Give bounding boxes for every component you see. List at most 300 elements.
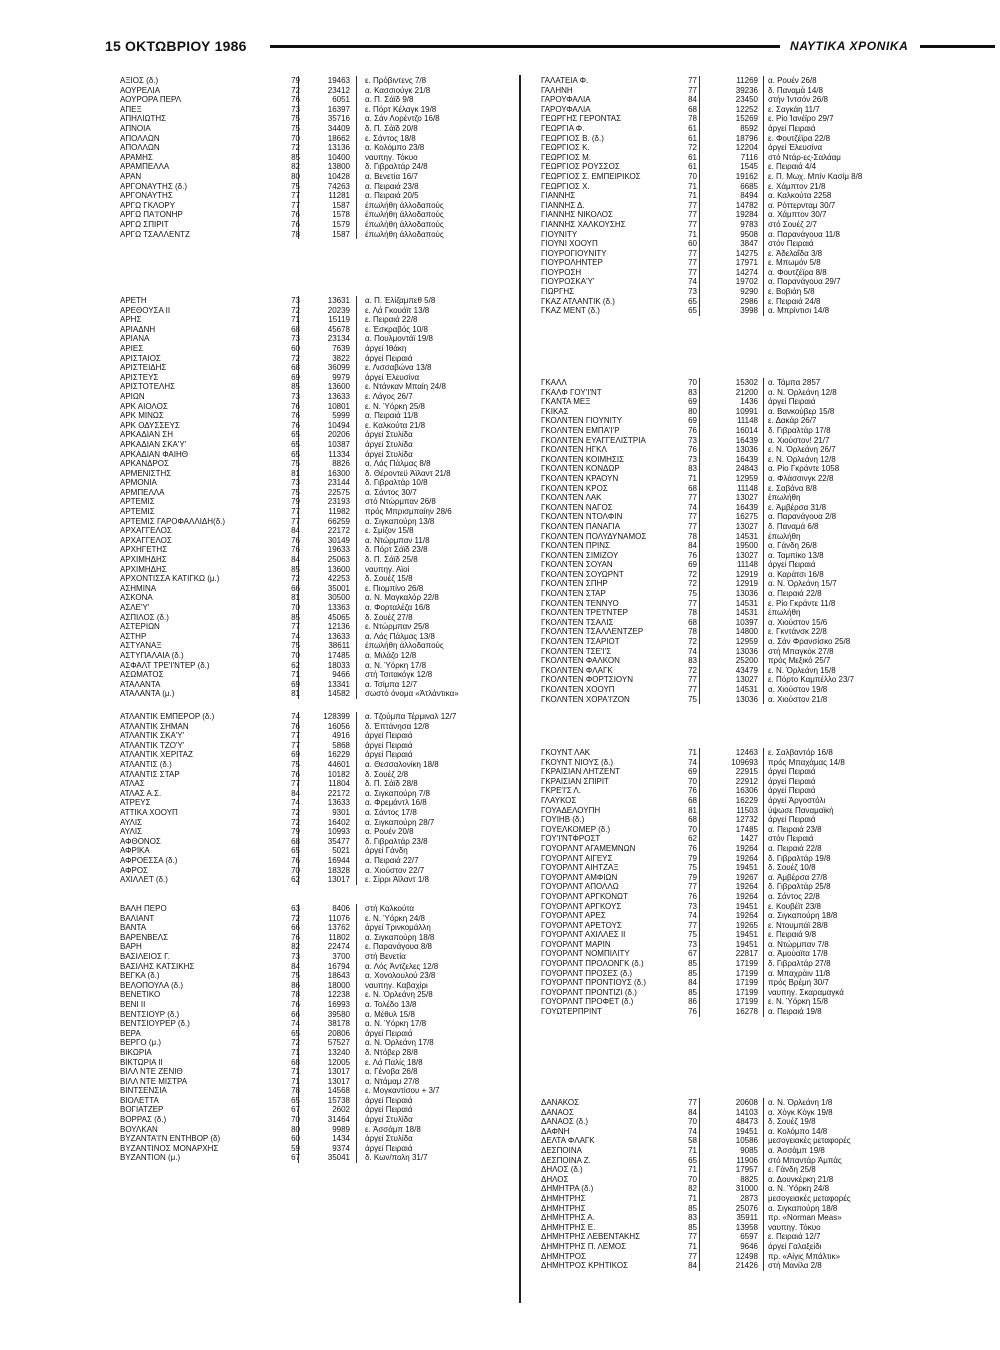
ship-name: ΔΗΜΗΤΡΗΣ Π. ΛΕΜΟΣ [541,1241,627,1251]
build-year: 71 [688,1145,697,1155]
tonnage: 19500 [735,541,758,551]
build-year: 61 [688,162,697,172]
table-row [120,565,530,575]
table-row [541,172,951,182]
build-year: 76 [291,95,300,105]
position: στό Ντάρ-ες-Σαλάαμ [768,152,841,162]
position: α. Χάμπτον 30/7 [768,210,827,220]
table-row [120,818,530,828]
ship-name: ΓΟΥΟΡΛΝΤ ΑΙΗΤΖΑΞ [541,863,619,873]
build-year: 79 [291,497,300,507]
tonnage: 22474 [327,942,350,952]
table-row [541,854,951,864]
build-year: 72 [291,143,300,153]
position: α. Ν. Ὑόρκη 17/8 [365,1019,427,1029]
table-row [120,1077,530,1087]
tonnage: 13631 [327,296,350,305]
tonnage: 3847 [740,239,758,249]
position: α. Τάμπα 2857 [768,378,821,387]
position: ε. Ν. Ὀρλεάνη 15/8 [768,665,836,675]
build-year: 82 [688,1184,697,1194]
build-year: 69 [291,372,300,382]
table-row [120,866,530,876]
ship-name: ΓΙΑΝΝΗΣ ΝΙΚΟΛΟΣ [541,210,613,220]
position: ε. Ρίο Ἰανέϊρο 29/7 [768,114,834,124]
ship-name: ΒΥΖΑΝΤΙΟΝ (μ.) [120,1153,181,1163]
build-year: 77 [688,258,697,268]
ship-name: ΔΑΝΑΟΣ (δ.) [541,1117,589,1127]
ship-name: ΓΙΟΥΡΟΓΙΟΥΝΙΤΥ [541,248,607,258]
ship-name: ΓΙΟΥΡΟΣΚΑ'Υ' [541,277,595,287]
build-year: 76 [291,721,300,731]
ship-name: ΒΑΡΕΝΒΕΛΣ [120,932,169,942]
table-row [541,378,951,388]
table-row [541,455,951,465]
build-year: 61 [688,133,697,143]
build-year: 85 [291,152,300,162]
table-row [120,1125,530,1135]
position: α. Φουτζέϊρα 8/8 [768,267,827,277]
ship-name: ΒΑΣΙΛΗΣ ΚΑΤΣΙΚΗΣ [120,961,195,971]
ship-name: ΑΣΩΜΑΤΟΣ [120,670,164,680]
ship-name: ΓΚΟΛΝΤΕΝ ΝΑΓΟΣ [541,502,613,512]
ship-name: ΔΗΜΗΤΡΟΣ [541,1251,586,1261]
tonnage: 5021 [332,846,350,856]
table-row [120,545,530,555]
tonnage: 11982 [328,507,350,517]
ship-name: ΓΚΑΖ ΑΤΛΑΝΤΙΚ (δ.) [541,296,615,306]
table-row [541,786,951,796]
ship-name: ΑΡΚ ΑΙΟΛΟΣ [120,401,168,411]
table-row [541,589,951,599]
build-year: 73 [291,104,300,114]
build-year: 73 [688,435,697,445]
build-year: 78 [291,990,300,1000]
position: α. Σιγκαπούρη 28/7 [365,817,435,827]
table-row [120,536,530,546]
table-row [541,493,951,503]
table-row [541,815,951,825]
table-row [120,760,530,770]
position: άργεί Γάνδη [365,846,408,856]
position: ε. Σίρρι Ἀϊλαντ 1/8 [365,875,429,885]
tonnage: 10182 [327,769,350,779]
build-year: 77 [688,685,697,694]
position: στή Τσιτακόγκ 12/8 [365,670,433,680]
ship-name: ΔΗΜΗΤΡΗΣ [541,1203,586,1213]
build-year: 72 [291,817,300,827]
build-year: 65 [291,449,300,459]
table-row [541,95,951,105]
tonnage: 74263 [327,181,350,191]
ship-name: ΑΡΙΑΝΑ [120,334,150,344]
position: ε. Ν. Ὑόρκη 24/8 [365,913,425,923]
build-year: 75 [688,863,697,873]
ship-name: ΑΡΙΑΔΝΗ [120,324,156,334]
position: α. Ἀμούαϊτα 17/8 [768,949,828,959]
position: δ. Σουέζ 10/8 [768,863,816,873]
build-year: 68 [688,795,697,805]
ship-name: ΓΙΑΝΝΗΣ ΧΑΛΚΟΥΣΗΣ [541,219,626,229]
position: ε. Σαλβαντόρ 16/8 [768,748,833,757]
ship-name: ΔΗΜΗΤΡΗΣ ΛΕΒΕΝΤΑΚΗΣ [541,1232,641,1242]
build-year: 71 [688,1193,697,1203]
build-year: 69 [688,397,697,407]
tonnage: 10993 [327,827,350,837]
table-row [120,741,530,751]
table-row [120,105,530,115]
position: α. Πουλμοντάϊ 19/8 [365,334,433,344]
position: άργεί Πειραιά [365,731,413,741]
table-row [120,770,530,780]
position: α. Κασσιούγκ 21/8 [365,85,431,95]
position: α. Βανκούβερ 15/8 [768,406,835,416]
tonnage: 4916 [332,731,350,741]
build-year: 67 [291,1153,300,1163]
position: δ. Γιβραλτάρ 24/8 [365,162,428,172]
position: α. Λάς Πάλμας 8/8 [365,459,431,469]
tonnage: 8592 [740,123,758,133]
build-year: 72 [291,807,300,817]
tonnage: 14568 [327,1086,350,1096]
ship-name: ΔΗΛΟΣ (δ.) [541,1165,583,1175]
ship-name: ΓΚΡΑΙΣΙΑΝ ΣΠΙΡΙΤ [541,776,609,786]
ship-name: ΑΠΝΟΙΑ [120,123,151,133]
build-year: 81 [688,805,697,815]
ship-name: ΓΚΑΝΤΑ ΜΕΞ [541,397,591,407]
position: α. Ντώρμπαν 7/8 [768,939,829,949]
ship-name: ΒΥΖΑΝΤΙΝΟΣ ΜΟΝΑΡΧΗΣ [120,1143,219,1153]
tonnage: 19451 [735,1126,758,1136]
position: στή Μανίλα 2/8 [768,1261,822,1271]
ship-name: ΓΙΟΥΝΙΤΥ [541,229,578,239]
tonnage: 25076 [735,1203,758,1213]
table-row [120,914,530,924]
tonnage: 8406 [332,904,350,913]
position: στή Μπαγκόκ 27/8 [768,646,834,656]
table-row [120,1067,530,1077]
ship-name: ΑΣΤΗΡ [120,631,147,641]
build-year: 72 [291,1038,300,1048]
position: στήν Ἰντσόν 26/8 [768,95,828,105]
ship-name: ΑΡΤΕΜΙΣ [120,497,155,507]
table-row [120,392,530,402]
tonnage: 8494 [740,191,758,201]
ship-name: ΑΡΓΟΝΑΥΤΗΣ [120,191,173,201]
tonnage: 23450 [735,95,758,105]
table-row [541,162,951,172]
table-row [120,990,530,1000]
build-year: 75 [291,459,300,469]
build-year: 75 [291,181,300,191]
tonnage: 1587 [332,200,350,210]
tonnage: 7116 [740,152,758,162]
table-row [541,512,951,522]
ship-list-block [541,748,951,1017]
build-year: 65 [291,439,300,449]
ship-name: ΓΚΟΛΝΤΕΝ ΦΑΛΚΟΝ [541,656,620,666]
build-year: 77 [291,740,300,750]
table-row [120,488,530,498]
build-year: 68 [688,617,697,627]
position: α. Ἀσσάμπ 19/8 [768,1145,825,1155]
tonnage: 9989 [332,1124,350,1134]
ship-name: ΓΚΟΛΝΤΕΝ ΕΥΑΓΓΕΛΙΣΤΡΙΑ [541,435,646,445]
build-year: 77 [688,1251,697,1261]
position: α. Χιούστον 19/8 [768,685,828,694]
ship-name: ΒΥΖΑΝΤΑ'Ι'Ν ΕΝΤΗΒΟΡ (δ) [120,1134,221,1144]
position: στό Ντώρμπαν 26/8 [365,497,436,507]
ship-name: ΓΚΟΛΝΤΕΝ ΚΡΟΣ [541,483,608,493]
position: α. Παρανάγουα 11/8 [768,229,840,239]
table-row [541,426,951,436]
tonnage: 18033 [327,660,350,670]
build-year: 72 [688,579,697,589]
magazine-title: ΝΑΥΤΙΚΑ ΧΡΟΝΙΚΑ [790,39,909,53]
table-row [541,1204,951,1214]
ship-name: ΑΥΛΙΣ [120,827,142,837]
position: ε. Πειραιά 22/8 [365,315,418,325]
table-row [541,656,951,666]
ship-name: ΒΙΚΤΩΡΙΑ ΙΙ [120,1057,163,1067]
ship-name: ΓΚΟΛΝΤΕΝ ΝΤΟΛΦΙΝ [541,512,623,522]
ship-name: ΑΡΓΟΝΑΥΤΗΣ (δ.) [120,181,187,191]
tonnage: 9979 [332,372,350,382]
build-year: 69 [688,767,697,777]
build-year: 71 [291,1067,300,1077]
tonnage: 13600 [327,382,350,392]
ship-name: ΑΡΧΗΓΕΤΗΣ [120,545,168,555]
ship-name: ΓΙΑΝΝΗΣ Δ. [541,200,585,210]
table-row [120,430,530,440]
ship-name: ΑΡΙΕΣ [120,343,144,353]
position: α. Ρουέν 26/8 [768,76,817,85]
position: ε. Ντώρμπαν 25/8 [365,622,430,632]
position: α. Φρεμάντλ 16/8 [365,798,427,808]
build-year: 76 [291,999,300,1009]
tonnage: 19702 [735,277,758,287]
table-row [541,1156,951,1166]
table-row [541,579,951,589]
position: σωστό όνομα «Ἀτλάντικα» [365,689,459,699]
ship-name: ΑΤΤΙΚΑ ΧΟΟΥΠ [120,807,178,817]
table-row [120,325,530,335]
table-row [541,647,951,657]
ship-name: ΑΦΡΙΚΑ [120,846,150,856]
build-year: 84 [688,978,697,988]
build-year: 76 [688,843,697,853]
position: α. Φλάσσινγκ 22/8 [768,473,834,483]
table-row [541,1223,951,1233]
tonnage: 18000 [327,980,350,990]
position: μεσογειακές μεταφορές [768,1136,851,1146]
position: ε. Πειραιά 4/4 [768,162,817,172]
tonnage: 19162 [735,171,758,181]
position: έπωλήθη [768,493,801,503]
ship-list-block [120,296,530,699]
tonnage: 13600 [327,564,350,574]
tonnage: 16993 [327,999,350,1009]
build-year: 75 [291,641,300,651]
table-row [541,201,951,211]
ship-name: ΒΟΡΡΑΣ (δ.) [120,1115,167,1125]
build-year: 75 [291,114,300,124]
ship-name: ΓΚΟΛΝΤΕΝ ΤΕΝΝΥΟ [541,598,619,608]
tonnage: 109693 [731,757,758,767]
position: έπωλήθη [768,531,801,541]
build-year: 71 [688,191,697,201]
build-year: 72 [688,637,697,647]
ship-name: ΑΟΥΡΟΡΑ ΠΕΡΛ [120,95,182,105]
tonnage: 13036 [735,589,758,599]
build-year: 76 [688,1007,697,1017]
build-year: 75 [688,930,697,940]
position: α. Ν. Μαγκαλόρ 22/8 [365,593,439,603]
ship-name: ΑΤΑΛΑΝΤΑ (μ.) [120,689,175,699]
tonnage: 23412 [327,85,350,95]
table-row [120,191,530,201]
tonnage: 17199 [735,987,758,997]
tonnage: 6685 [740,181,758,191]
ship-name: ΑΠΗΛΙΩΤΗΣ [120,114,167,124]
ship-name: ΓΟΥΟΡΛΝΤ ΑΠΟΛΛΩ [541,882,619,892]
table-row [541,1007,951,1017]
ship-name: ΒΕΝΤΣΙΟΥΡΕΡ (δ.) [120,1019,190,1029]
build-year: 85 [688,959,697,969]
ship-name: ΑΣΤΥΑΝΑΞ [120,641,162,651]
table-row [541,873,951,883]
table-row [541,911,951,921]
build-year: 65 [688,296,697,306]
ship-name: ΓΕΩΡΓΙΟΣ Β. (δ.) [541,133,604,143]
tonnage: 38178 [327,1019,350,1029]
build-year: 79 [688,853,697,863]
table-row [541,397,951,407]
build-year: 70 [291,1115,300,1125]
tonnage: 10387 [327,439,350,449]
table-row [120,750,530,760]
table-row [541,210,951,220]
table-row [120,134,530,144]
tonnage: 1434 [332,1134,350,1144]
build-year: 72 [688,665,697,675]
ship-name: ΑΡΑΜΠΕΛΛΑ [120,162,170,172]
build-year: 77 [688,219,697,229]
build-year: 74 [291,712,300,721]
table-row [120,1000,530,1010]
position: α. Μπαχράιν 11/8 [768,968,831,978]
build-year: 81 [291,468,300,478]
position: α. Ν. Ὀρλεάνη 17/8 [365,1038,434,1048]
table-row [120,230,530,240]
tonnage: 14782 [735,200,758,210]
tonnage: 2602 [332,1105,350,1115]
table-row [541,436,951,446]
position: α. Σιγκαπούρη 18/8 [768,1203,838,1213]
position: δ. Παναμά 14/8 [768,85,823,95]
build-year: 83 [688,464,697,474]
tonnage: 30149 [327,535,350,545]
table-row [120,613,530,623]
ship-name: ΑΡΜΕΝΙΣΤΗΣ [120,468,172,478]
tonnage: 17199 [735,997,758,1007]
tonnage: 20806 [327,1028,350,1038]
position: α. Σιγκαπούρη 18/8 [768,911,838,921]
ship-name: ΔΗΜΗΤΡΟΣ ΚΡΗΤΙΚΟΣ [541,1261,628,1271]
tonnage: 1427 [740,834,758,844]
tonnage: 18662 [327,133,350,143]
position: άργεί Πειραιά [768,397,816,407]
build-year: 76 [688,891,697,901]
position: άργεί Τρινκομάλλη [365,923,431,933]
tonnage: 12463 [735,748,758,757]
tonnage: 22817 [735,949,758,959]
table-row [120,86,530,96]
tonnage: 13027 [735,675,758,685]
tonnage: 16402 [327,817,350,827]
table-row [120,1010,530,1020]
tonnage: 13341 [327,679,350,689]
table-row [541,921,951,931]
ship-name: ΓΚΟΛΝΤΕΝ ΛΑΚ [541,493,602,503]
tonnage: 19265 [735,920,758,930]
table-row [541,1213,951,1223]
position: ε. Ρίο Γκράντε 11/8 [768,598,836,608]
build-year: 76 [688,786,697,796]
position: α. Παρανάγουα 2/8 [768,512,837,522]
position: πρός Μπρισμπαίην 28/6 [365,507,452,517]
table-row [120,722,530,732]
position: ε. Λά Παλίς 18/8 [365,1057,423,1067]
ship-name: ΓΟΥΟΡΛΝΤ ΑΙΓΕΥΣ [541,853,613,863]
build-year: 67 [291,1105,300,1115]
position: στή Βενετία [365,951,406,961]
build-year: 86 [688,997,697,1007]
ship-name: ΓΚΟΛΝΤΕΝ ΣΙΜΙΖΟΥ [541,550,619,560]
position: ε. Σαβάνα 8/8 [768,483,817,493]
header-rule-end [920,45,995,48]
tonnage: 35041 [327,1153,350,1163]
table-row [541,863,951,873]
table-row [120,517,530,527]
build-year: 77 [291,622,300,632]
table-row [541,1108,951,1118]
ship-name: ΑΤΛΑΣ Α.Σ. [120,788,162,798]
build-year: 77 [688,1098,697,1107]
position: ε. Ντουμπάϊ 28/8 [768,920,828,930]
table-row [120,440,530,450]
tonnage: 66259 [327,516,350,526]
tonnage: 17485 [327,650,350,660]
tonnage: 57527 [327,1038,350,1048]
ship-name: ΓΙΟΥΡΟΣΗ [541,267,582,277]
tonnage: 1579 [332,219,350,229]
table-row [120,497,530,507]
ship-name: ΑΡΚΑΔΙΑΝ ΣΗ [120,430,173,440]
position: ε. Πειραιά 12/7 [768,1232,821,1242]
build-year: 85 [291,564,300,574]
table-row [120,344,530,354]
table-row [541,608,951,618]
build-year: 85 [688,1203,697,1213]
ship-name: ΓΟΥΟΡΛΝΤ ΑΡΓΚΟΥΣ [541,901,622,911]
ship-name: ΑΡΤΕΜΙΣ ΓΑΡΟΦΑΛΛΙΔΗ(δ.) [120,516,226,526]
ship-name: ΓΚΑΛΦ ΓΟΥ'Ι'ΝΤ [541,387,602,397]
position: άργεί Πειραιά [768,776,816,786]
ship-name: ΓΟΥ'Ι'ΝΤΦΡΟΣΤ [541,834,601,844]
table-row [120,411,530,421]
tonnage: 9783 [740,219,758,229]
